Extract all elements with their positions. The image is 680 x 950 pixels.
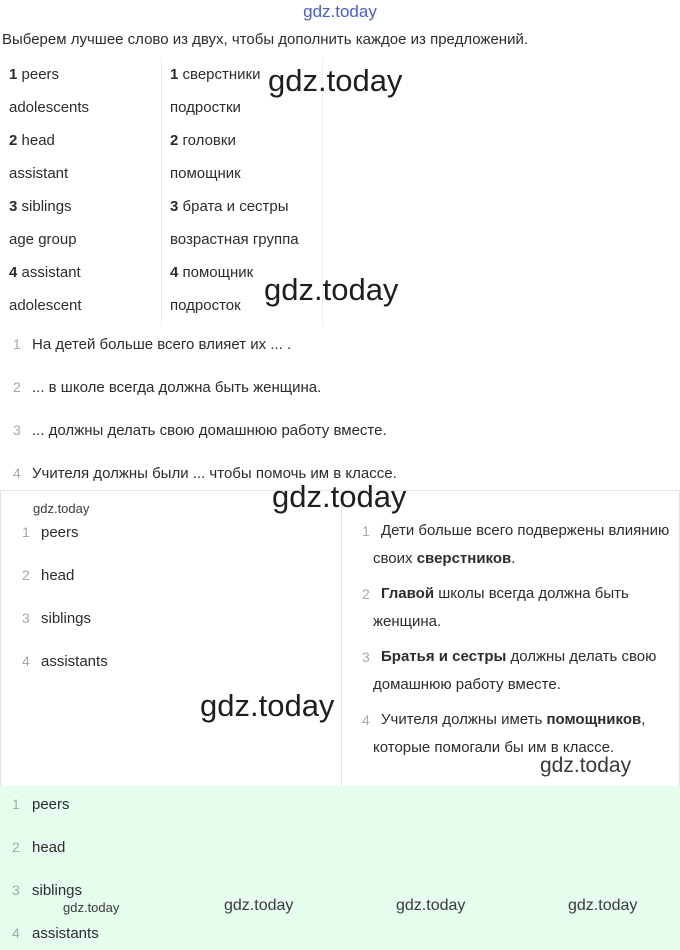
answer-sentence-end: , которые помогали бы им в классе. xyxy=(373,711,646,756)
vocab-number: 2 xyxy=(170,132,179,149)
final-answer-word: assistants xyxy=(32,925,99,942)
answer-box xyxy=(0,490,680,786)
vocab-item xyxy=(170,264,253,281)
final-answer-number: 1 xyxy=(12,796,20,812)
answer-word: siblings xyxy=(41,610,92,627)
answer-sentence-number: 2 xyxy=(362,586,370,602)
vocab-number: 1 xyxy=(170,66,179,83)
answer-divider xyxy=(341,491,342,786)
watermark: gdz.today xyxy=(568,897,638,914)
answer-number: 2 xyxy=(22,567,30,583)
answer-keyword: Братья и сестры xyxy=(381,648,507,665)
vocab-item xyxy=(9,66,59,83)
vocab-word: брата и сестры xyxy=(182,198,289,215)
vocab-item xyxy=(170,132,236,149)
watermark: gdz.today xyxy=(396,897,466,914)
sentence-number: 1 xyxy=(13,336,21,352)
final-answer-word: siblings xyxy=(32,882,83,899)
vocab-word: age group xyxy=(9,231,77,248)
vocab-number: 3 xyxy=(170,198,179,215)
vocab-item xyxy=(170,297,241,314)
answer-sentence-start: Дети больше всего подвержены влиянию своих xyxy=(373,522,670,567)
vocab-number: 3 xyxy=(9,198,18,215)
vocab-item xyxy=(170,165,241,182)
instruction-text: Выберем лучшее слово из двух, чтобы дополнить каждое из предложений. xyxy=(2,31,528,48)
vocab-word: adolescent xyxy=(9,297,82,314)
sentence-number: 2 xyxy=(13,379,21,395)
vocab-number: 1 xyxy=(9,66,18,83)
answer-keyword: Главой xyxy=(381,585,435,602)
answer-sentence xyxy=(373,580,673,636)
answer-sentence-number: 4 xyxy=(362,712,370,728)
vocab-word: сверстники xyxy=(182,66,261,83)
sentence-text: На детей больше всего влияет их ... . xyxy=(32,336,292,353)
vocab-item xyxy=(9,297,82,314)
final-answer-number: 4 xyxy=(12,925,20,941)
vocab-item xyxy=(170,231,299,248)
watermark: gdz.today xyxy=(540,754,632,777)
sentence-text: ... в школе всегда должна быть женщина. xyxy=(32,379,322,396)
final-answer-number: 3 xyxy=(12,882,20,898)
final-answers-panel xyxy=(0,786,680,950)
top-watermark: gdz.today xyxy=(303,2,377,21)
vocab-item xyxy=(9,198,72,215)
sentence-number: 3 xyxy=(13,422,21,438)
answer-sentence-end: школы всегда должна быть женщина. xyxy=(373,585,629,630)
answer-keyword: помощников xyxy=(546,711,642,728)
vocab-word: помощник xyxy=(182,264,254,281)
watermark: gdz.today xyxy=(272,479,407,514)
answer-sentence-start: Учителя должны иметь xyxy=(381,711,547,728)
answer-sentence xyxy=(373,517,673,573)
watermark: gdz.today xyxy=(224,897,294,914)
watermark: gdz.today xyxy=(200,688,335,723)
watermark: gdz.today xyxy=(63,900,120,915)
final-answer-word: head xyxy=(32,839,66,856)
answer-sentence-end: должны делать свою домашнюю работу вместе. xyxy=(373,648,657,693)
vocab-item xyxy=(9,264,81,281)
final-answer-word: peers xyxy=(32,796,70,813)
vocab-word: подростки xyxy=(170,99,241,116)
watermark-small: gdz.today xyxy=(33,501,90,516)
sentence-number: 4 xyxy=(13,465,21,481)
answer-keyword: сверстников xyxy=(416,550,512,567)
vocab-item xyxy=(170,66,260,83)
vocab-number: 4 xyxy=(9,264,18,281)
vocab-word: assistant xyxy=(21,264,81,281)
vocab-item xyxy=(9,231,77,248)
answer-number: 3 xyxy=(22,610,30,626)
answer-number: 4 xyxy=(22,653,30,669)
vocab-item xyxy=(9,165,68,182)
sentence-text: Учителя должны были ... чтобы помочь им в классе. xyxy=(32,465,397,482)
watermark: gdz.today xyxy=(268,63,403,98)
vocab-word: head xyxy=(21,132,55,149)
answer-word: head xyxy=(41,567,75,584)
column-divider xyxy=(161,58,162,326)
vocab-word: adolescents xyxy=(9,99,90,116)
vocab-word: подросток xyxy=(170,297,241,314)
vocab-item xyxy=(9,99,89,116)
final-answer-number: 2 xyxy=(12,839,20,855)
vocab-word: возрастная группа xyxy=(170,231,299,248)
vocab-word: помощник xyxy=(170,165,241,182)
vocab-word: assistant xyxy=(9,165,69,182)
vocab-number: 4 xyxy=(170,264,179,281)
answer-sentence xyxy=(373,643,673,699)
answer-sentence-end: . xyxy=(511,550,516,567)
vocab-number: 2 xyxy=(9,132,18,149)
vocab-item xyxy=(170,99,241,116)
watermark: gdz.today xyxy=(264,272,399,307)
vocab-word: siblings xyxy=(21,198,72,215)
answer-sentence-number: 1 xyxy=(362,523,370,539)
vocab-word: peers xyxy=(21,66,60,83)
answer-word: peers xyxy=(41,524,79,541)
sentence-text: ... должны делать свою домашнюю работу вместе. xyxy=(32,422,387,439)
vocab-item xyxy=(170,198,289,215)
answer-number: 1 xyxy=(22,524,30,540)
vocab-word: головки xyxy=(182,132,236,149)
answer-sentence-number: 3 xyxy=(362,649,370,665)
answer-word: assistants xyxy=(41,653,108,670)
vocab-item xyxy=(9,132,55,149)
